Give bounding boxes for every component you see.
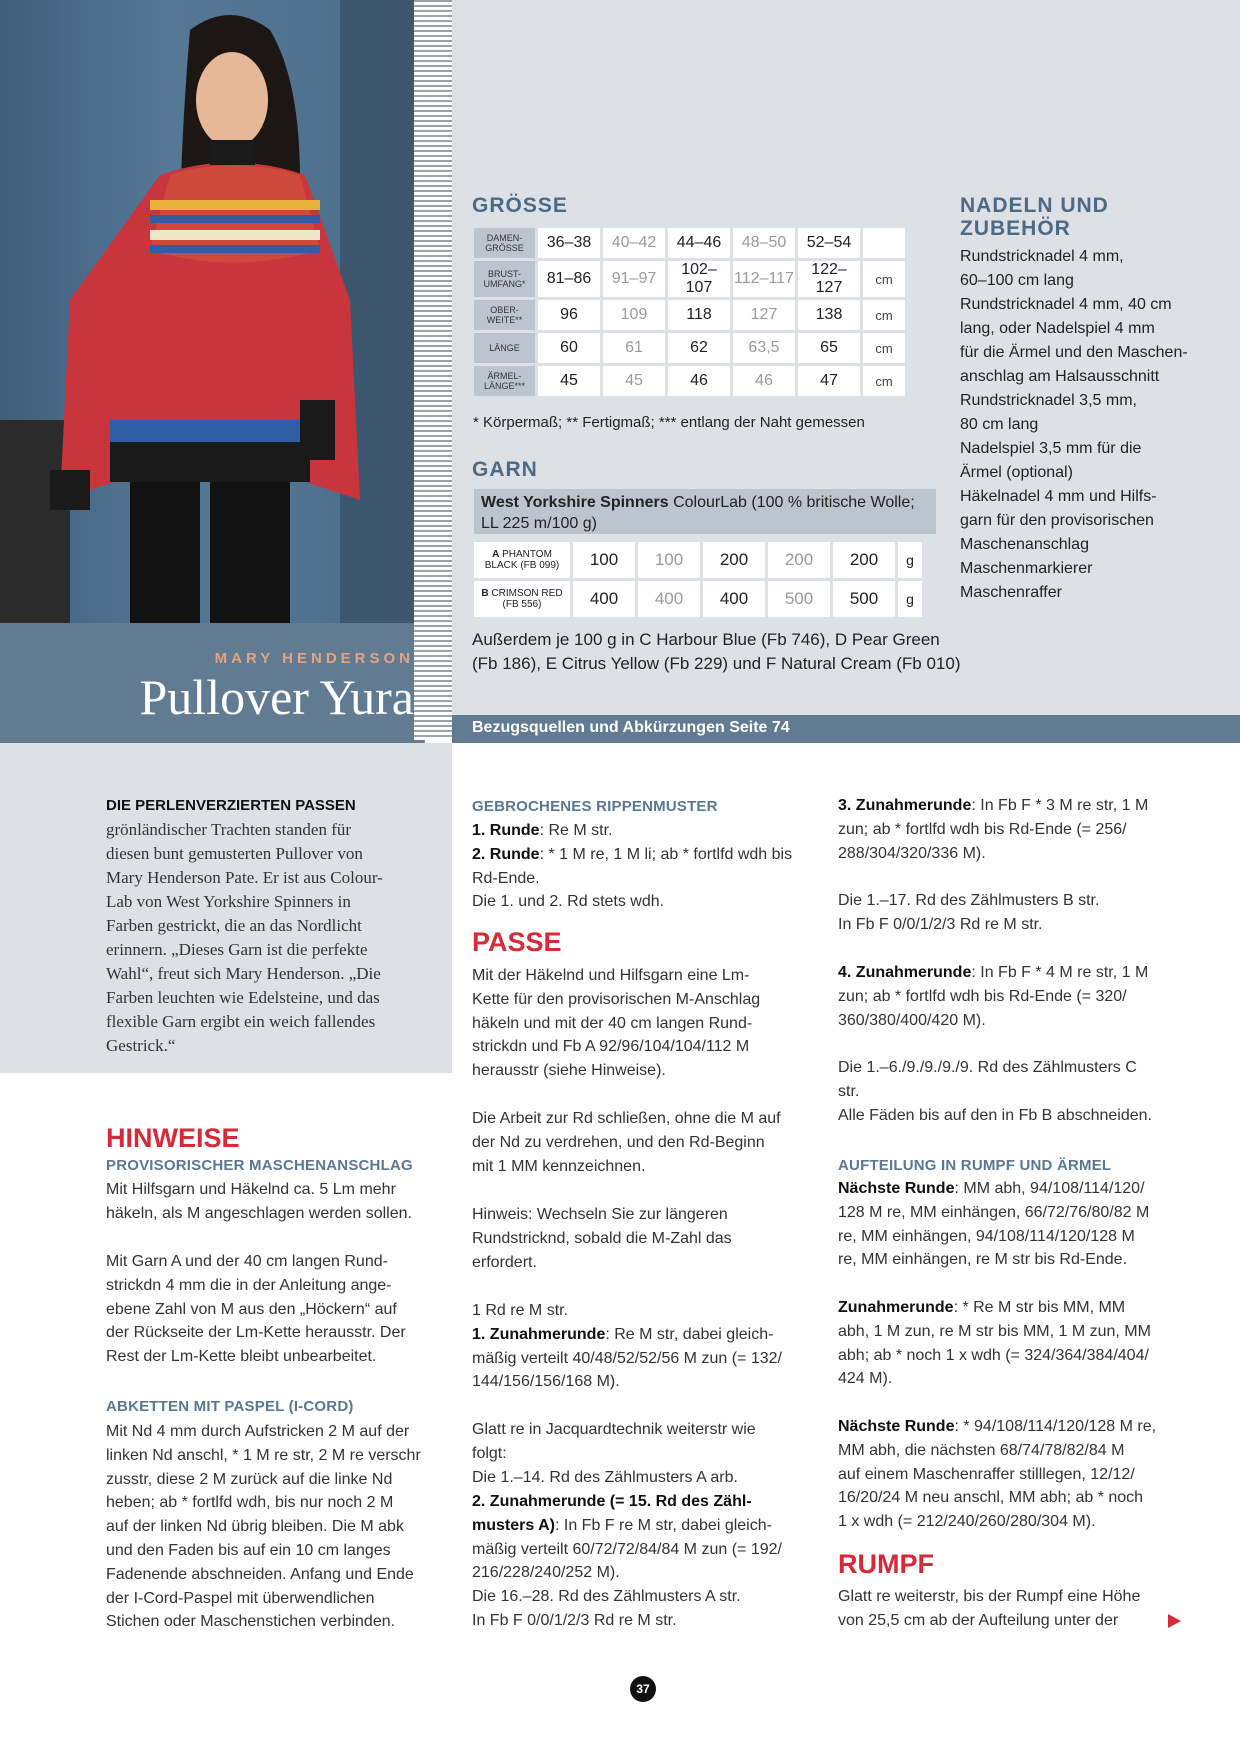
intro-line: flexible Garn ergibt ein weich fallendes bbox=[106, 1012, 376, 1031]
size-cell: 138 bbox=[798, 300, 860, 330]
i-cord-heading: ABKETTEN MIT PASPEL (I-CORD) bbox=[106, 1398, 354, 1415]
size-row bbox=[474, 228, 905, 258]
rib-pattern-heading: GEBROCHENES RIPPENMUSTER bbox=[472, 798, 718, 815]
next-round-1-line-3: re, MM einhängen, re M str bis Rd-Ende. bbox=[838, 1251, 1128, 1269]
col1-paragraph-3 bbox=[106, 1420, 421, 1634]
yarn-row bbox=[474, 542, 922, 578]
text-line: Mit Garn A und der 40 cm langen Rund- bbox=[106, 1253, 388, 1270]
yarn-row-label bbox=[474, 581, 570, 617]
intro-line: grönländischer Trachten standen für bbox=[106, 820, 352, 839]
size-cell: 47 bbox=[798, 366, 860, 396]
size-heading: GRÖSSE bbox=[472, 194, 568, 217]
size-row-label: ÄRMEL- LÄNGE*** bbox=[474, 366, 535, 396]
increase-round-line-3: 424 M). bbox=[838, 1370, 893, 1388]
size-cell: 48–50 bbox=[733, 228, 795, 258]
first-increase bbox=[472, 1299, 782, 1394]
increase-1-label: 1. Zunahmerunde bbox=[472, 1325, 606, 1343]
col2-paragraph-1 bbox=[472, 964, 760, 1083]
col3-paragraph-3 bbox=[838, 1585, 1140, 1633]
size-cell: 36–38 bbox=[538, 228, 600, 258]
intro-line: Mary Henderson Pate. Er ist aus Colour- bbox=[106, 868, 383, 887]
size-row bbox=[474, 300, 905, 330]
needles-heading-2: ZUBEHÖR bbox=[960, 217, 1071, 240]
yarn-cell: 400 bbox=[638, 581, 700, 617]
size-unit: cm bbox=[863, 333, 905, 363]
size-cell: 118 bbox=[668, 300, 730, 330]
size-row-label: DAMEN- GRÖSSE bbox=[474, 228, 535, 258]
needles-line: Maschenanschlag bbox=[960, 536, 1089, 553]
size-unit: cm bbox=[863, 261, 905, 297]
size-cell: 60 bbox=[538, 333, 600, 363]
text-line: häkeln und mit der 40 cm langen Rund- bbox=[472, 1014, 753, 1032]
yarn-brand: West Yorkshire Spinners bbox=[481, 494, 669, 511]
size-cell: 46 bbox=[733, 366, 795, 396]
text-line: Die 1.–6./9./9./9./9. Rd des Zählmusters C bbox=[838, 1059, 1137, 1076]
rib-row-1-text: : Re M str. bbox=[539, 822, 613, 839]
needles-list bbox=[960, 245, 1188, 605]
size-cell: 127 bbox=[733, 300, 795, 330]
intro-line: erinnern. „Dieses Garn ist die perfekte bbox=[106, 940, 368, 959]
col2-paragraph-3 bbox=[472, 1203, 732, 1274]
next-round-1-text: : MM abh, 94/108/114/120/ bbox=[954, 1180, 1145, 1197]
next-round-2-line-4: 1 x wdh (= 212/240/260/280/304 M). bbox=[838, 1513, 1096, 1531]
increase-round bbox=[838, 1296, 1151, 1391]
yarn-cell: 400 bbox=[573, 581, 635, 617]
increase-round-line-1: abh, 1 M zun, re M str bis MM, 1 M zun, MM bbox=[838, 1322, 1151, 1340]
size-row-label: LÄNGE bbox=[474, 333, 535, 363]
next-round-1-line-2: re, MM einhängen, 94/108/114/120/128 M bbox=[838, 1227, 1135, 1245]
text-line: ebene Zahl von M aus den „Höckern“ auf bbox=[106, 1300, 397, 1318]
text-line: Glatt re in Jacquardtechnik weiterstr wie bbox=[472, 1421, 756, 1438]
increase-round-line-2: abh; ab * noch 1 x wdh (= 324/364/384/404/ bbox=[838, 1346, 1149, 1364]
yarn-cell: 200 bbox=[768, 542, 830, 578]
yarn-row bbox=[474, 581, 922, 617]
size-cell: 91–97 bbox=[603, 261, 665, 297]
text-line: linken Nd anschl, * 1 M re str, 2 M re verschr bbox=[106, 1446, 421, 1464]
text-line: zusstr, diese 2 M zurück auf die linke Nd bbox=[106, 1470, 393, 1488]
needles-line: lang, oder Nadelspiel 4 mm bbox=[960, 320, 1155, 337]
intro-line: Gestrick.“ bbox=[106, 1036, 176, 1055]
size-cell: 45 bbox=[603, 366, 665, 396]
size-cell: 45 bbox=[538, 366, 600, 396]
needles-line: Maschenraffer bbox=[960, 584, 1062, 601]
size-row bbox=[474, 333, 905, 363]
next-round-2-text: : * 94/108/114/120/128 M re, bbox=[954, 1418, 1157, 1435]
text-line: der I-Cord-Paspel mit überwendlichen bbox=[106, 1589, 375, 1607]
needles-line: Rundstricknadel 4 mm, 40 cm bbox=[960, 296, 1172, 313]
increase-1-line-1: mäßig verteilt 40/48/52/52/56 M zun (= 132/ bbox=[472, 1349, 782, 1367]
text-line: Die 1.–17. Rd des Zählmusters B str. bbox=[838, 892, 1100, 909]
increase-4-line-2: 360/380/400/420 M). bbox=[838, 1011, 986, 1029]
text-line: Glatt re weiterstr, bis der Rumpf eine Höhe bbox=[838, 1588, 1141, 1605]
rib-row-2-label: 2. Runde bbox=[472, 845, 540, 863]
size-row-label: BRUST- UMFANG* bbox=[474, 261, 535, 297]
reference-text: Bezugsquellen und Abkürzungen Seite 74 bbox=[472, 719, 790, 736]
text-line: herausstr (siehe Hinweise). bbox=[472, 1062, 666, 1080]
needles-heading bbox=[960, 194, 1109, 240]
provisional-cast-on-heading: PROVISORISCHER MASCHENANSCHLAG bbox=[106, 1157, 413, 1174]
rib-repeat: Die 1. und 2. Rd stets wdh. bbox=[472, 893, 665, 911]
yarn-color-name: PHANTOM BLACK (FB 099) bbox=[484, 549, 560, 571]
needles-line: Ärmel (optional) bbox=[960, 464, 1073, 481]
yarn-extra-line-1: Außerdem je 100 g in C Harbour Blue (Fb 746), D Pear Green bbox=[472, 630, 940, 649]
knit-one-round: 1 Rd re M str. bbox=[472, 1302, 569, 1319]
increase-round-label: Zunahmerunde bbox=[838, 1299, 954, 1316]
size-unit: cm bbox=[863, 366, 905, 396]
size-cell: 81–86 bbox=[538, 261, 600, 297]
next-round-2-line-1: MM abh, die nächsten 68/74/78/82/84 M bbox=[838, 1441, 1125, 1459]
text-line: erfordert. bbox=[472, 1253, 537, 1271]
spiral-binding bbox=[414, 0, 452, 740]
text-line: Fadenende abschneiden. Anfang und Ende bbox=[106, 1565, 414, 1583]
size-cell: 61 bbox=[603, 333, 665, 363]
intro-line: diesen bunt gemusterten Pullover von bbox=[106, 844, 363, 863]
yarn-cell: 500 bbox=[833, 581, 895, 617]
yarn-cell: 200 bbox=[833, 542, 895, 578]
increase-3-text: : In Fb F * 3 M re str, 1 M bbox=[971, 797, 1149, 814]
col1-paragraph-1 bbox=[106, 1178, 412, 1226]
third-increase bbox=[838, 794, 1148, 865]
needles-line: 60–100 cm lang bbox=[960, 272, 1074, 289]
division-heading: AUFTEILUNG IN RUMPF UND ÄRMEL bbox=[838, 1157, 1112, 1174]
size-footnote: * Körpermaß; ** Fertigmaß; *** entlang der Naht gemessen bbox=[473, 414, 865, 431]
increase-4-line-1: zun; ab * fortlfd wdh bis Rd-Ende (= 320/ bbox=[838, 987, 1127, 1005]
increase-2-label: 2. Zunahmerunde (= 15. Rd des Zähl- bbox=[472, 1493, 752, 1510]
increase-2-line-4: In Fb F 0/0/1/2/3 Rd re M str. bbox=[472, 1611, 677, 1629]
needles-line: Maschenmarkierer bbox=[960, 560, 1093, 577]
size-table-wrap bbox=[471, 225, 908, 399]
next-round-2-line-3: 16/20/24 M neu anschl, MM abh; ab * noch bbox=[838, 1489, 1144, 1507]
text-line: Mit Hilfsgarn und Häkelnd ca. 5 Lm mehr bbox=[106, 1181, 396, 1198]
increase-2-text: : In Fb F re M str, dabei gleich- bbox=[554, 1516, 772, 1534]
size-cell: 40–42 bbox=[603, 228, 665, 258]
yarn-heading: GARN bbox=[472, 458, 538, 481]
second-increase bbox=[472, 1490, 782, 1633]
needles-line: Rundstricknadel 3,5 mm, bbox=[960, 392, 1137, 409]
intro-text bbox=[106, 794, 383, 1058]
size-row bbox=[474, 366, 905, 396]
text-line: Hinweis: Wechseln Sie zur längeren bbox=[472, 1206, 728, 1223]
size-table bbox=[471, 225, 908, 399]
text-line: strickdn und Fb A 92/96/104/104/112 M bbox=[472, 1038, 750, 1056]
size-cell: 65 bbox=[798, 333, 860, 363]
increase-1-line-2: 144/156/156/168 M). bbox=[472, 1373, 620, 1391]
intro-line: Farben leuchten wie Edelsteine, und das bbox=[106, 988, 380, 1007]
hero-photo bbox=[0, 0, 424, 623]
increase-1-text: : Re M str, dabei gleich- bbox=[605, 1325, 774, 1343]
text-line: Die 1.–14. Rd des Zählmusters A arb. bbox=[472, 1468, 738, 1486]
hinweise-heading: HINWEISE bbox=[106, 1123, 240, 1153]
yarn-color-code: A bbox=[492, 549, 500, 560]
col3-paragraph-1 bbox=[838, 889, 1099, 937]
text-line: und den Faden bis auf ein 10 cm langes bbox=[106, 1541, 391, 1559]
text-line: Alle Fäden bis auf den in Fb B abschneiden. bbox=[838, 1106, 1152, 1124]
text-line: Die Arbeit zur Rd schließen, ohne die M auf bbox=[472, 1110, 781, 1127]
next-round-1-line-1: 128 M re, MM einhängen, 66/72/76/80/82 M bbox=[838, 1203, 1150, 1221]
yarn-table-wrap bbox=[471, 539, 925, 620]
text-line: mit 1 MM kennzeichnen. bbox=[472, 1157, 646, 1175]
needles-heading-1: NADELN UND bbox=[960, 194, 1109, 217]
next-round-2 bbox=[838, 1415, 1156, 1534]
yarn-color-name: CRIMSON RED (FB 556) bbox=[491, 588, 563, 610]
increase-4-text: : In Fb F * 4 M re str, 1 M bbox=[971, 964, 1149, 981]
text-line: strickdn 4 mm die in der Anleitung ange- bbox=[106, 1276, 392, 1294]
yarn-unit: g bbox=[898, 542, 922, 578]
needles-line: Rundstricknadel 4 mm, bbox=[960, 248, 1124, 265]
size-unit: cm bbox=[863, 300, 905, 330]
intro-line: Farben gestrickt, die an das Nordlicht bbox=[106, 916, 362, 935]
yarn-cell: 100 bbox=[573, 542, 635, 578]
yarn-description-2: LL 225 m/100 g) bbox=[481, 515, 597, 532]
yarn-row-label bbox=[474, 542, 570, 578]
text-line: der Rückseite der Lm-Kette herausstr. Der bbox=[106, 1324, 406, 1342]
rib-row-2-text: : * 1 M re, 1 M li; ab * fortlfd wdh bis bbox=[539, 845, 793, 863]
yarn-table bbox=[471, 539, 925, 620]
rib-rows bbox=[472, 819, 792, 914]
size-cell: 96 bbox=[538, 300, 600, 330]
size-cell: 63,5 bbox=[733, 333, 795, 363]
text-line: folgt: bbox=[472, 1444, 507, 1462]
text-line: In Fb F 0/0/1/2/3 Rd re M str. bbox=[838, 915, 1043, 933]
text-line: Rest der Lm-Kette bleibt unbearbeitet. bbox=[106, 1348, 377, 1366]
next-round-1-label: Nächste Runde bbox=[838, 1180, 955, 1197]
needles-line: garn für den provisorischen bbox=[960, 512, 1154, 529]
needles-line: anschlag am Halsausschnitt bbox=[960, 368, 1160, 385]
col2-paragraph-2 bbox=[472, 1107, 781, 1178]
increase-2-label-2: musters A) bbox=[472, 1516, 555, 1534]
yarn-description: ColourLab (100 % britische Wolle; bbox=[668, 494, 915, 511]
size-unit bbox=[863, 228, 905, 258]
intro-line: Wahl“, freut sich Mary Henderson. „Die bbox=[106, 964, 381, 983]
size-row bbox=[474, 261, 905, 297]
yarn-cell: 400 bbox=[703, 581, 765, 617]
text-line: Mit Nd 4 mm durch Aufstricken 2 M auf der bbox=[106, 1423, 410, 1440]
size-cell: 44–46 bbox=[668, 228, 730, 258]
rib-row-2-cont: Rd-Ende. bbox=[472, 869, 540, 887]
yarn-color-code: B bbox=[481, 588, 489, 599]
increase-3-line-1: zun; ab * fortlfd wdh bis Rd-Ende (= 256/ bbox=[838, 820, 1127, 838]
needles-line: Nadelspiel 3,5 mm für die bbox=[960, 440, 1142, 457]
yarn-cell: 500 bbox=[768, 581, 830, 617]
yarn-brand-text bbox=[481, 492, 915, 534]
col1-paragraph-2 bbox=[106, 1250, 406, 1369]
rumpf-heading: RUMPF bbox=[838, 1549, 934, 1579]
text-line: häkeln, als M angeschlagen werden sollen. bbox=[106, 1204, 412, 1222]
increase-2-line-1: mäßig verteilt 60/72/72/84/84 M zun (= 192/ bbox=[472, 1540, 782, 1558]
needles-line: für die Ärmel und den Maschen- bbox=[960, 344, 1188, 361]
yarn-cell: 200 bbox=[703, 542, 765, 578]
intro-lead: DIE PERLENVERZIERTEN PASSEN bbox=[106, 797, 356, 814]
increase-3-label: 3. Zunahmerunde bbox=[838, 797, 972, 814]
text-line: der Nd zu verdrehen, und den Rd-Beginn bbox=[472, 1133, 765, 1151]
text-line: Rundstricknd, sobald die M-Zahl das bbox=[472, 1229, 732, 1247]
yarn-unit: g bbox=[898, 581, 922, 617]
needles-line: 80 cm lang bbox=[960, 416, 1039, 433]
text-line: heben; ab * fortlfd wdh, bis nur noch 2 M bbox=[106, 1494, 394, 1512]
size-cell: 122–127 bbox=[798, 261, 860, 297]
increase-round-text: : * Re M str bis MM, MM bbox=[953, 1299, 1126, 1316]
division-round bbox=[838, 1177, 1149, 1272]
increase-3-line-2: 288/304/320/336 M). bbox=[838, 844, 986, 862]
rib-row-1-label: 1. Runde bbox=[472, 822, 540, 839]
text-line: von 25,5 cm ab der Aufteilung unter der bbox=[838, 1611, 1119, 1629]
yarn-extra-line-2: (Fb 186), E Citrus Yellow (Fb 229) und F Natural Cream (Fb 010) bbox=[472, 654, 961, 673]
size-cell: 112–117 bbox=[733, 261, 795, 297]
yarn-cell: 100 bbox=[638, 542, 700, 578]
text-line: Kette für den provisorischen M-Anschlag bbox=[472, 990, 761, 1008]
author-name: MARY HENDERSON bbox=[214, 650, 414, 667]
pattern-title: Pullover Yura bbox=[139, 669, 414, 725]
increase-2-line-3: Die 16.–28. Rd des Zählmusters A str. bbox=[472, 1588, 741, 1606]
increase-4-label: 4. Zunahmerunde bbox=[838, 964, 972, 981]
col2-paragraph-5 bbox=[472, 1418, 756, 1489]
intro-line: Lab von West Yorkshire Spinners in bbox=[106, 892, 351, 911]
text-line: str. bbox=[838, 1082, 860, 1100]
yarn-extra bbox=[472, 628, 960, 676]
next-round-2-label: Nächste Runde bbox=[838, 1418, 955, 1435]
model-illustration bbox=[0, 0, 424, 623]
needles-line: Häkelnadel 4 mm und Hilfs- bbox=[960, 488, 1157, 505]
col3-paragraph-2 bbox=[838, 1056, 1152, 1127]
size-cell: 109 bbox=[603, 300, 665, 330]
size-cell: 46 bbox=[668, 366, 730, 396]
passe-heading: PASSE bbox=[472, 927, 562, 957]
size-cell: 102–107 bbox=[668, 261, 730, 297]
text-line: auf der linken Nd übrig bleiben. Die M abk bbox=[106, 1518, 404, 1536]
fourth-increase bbox=[838, 961, 1148, 1032]
size-cell: 62 bbox=[668, 333, 730, 363]
next-round-2-line-2: auf einem Maschenraffer stilllegen, 12/12/ bbox=[838, 1465, 1135, 1483]
size-cell: 52–54 bbox=[798, 228, 860, 258]
increase-2-line-2: 216/228/240/252 M). bbox=[472, 1564, 620, 1582]
text-line: Stichen oder Maschenstichen verbinden. bbox=[106, 1613, 396, 1631]
text-line: Mit der Häkelnd und Hilfsgarn eine Lm- bbox=[472, 967, 750, 984]
page-number: 37 bbox=[630, 1676, 656, 1702]
continue-arrow-icon bbox=[1168, 1614, 1181, 1628]
size-row-label: OBER- WEITE** bbox=[474, 300, 535, 330]
